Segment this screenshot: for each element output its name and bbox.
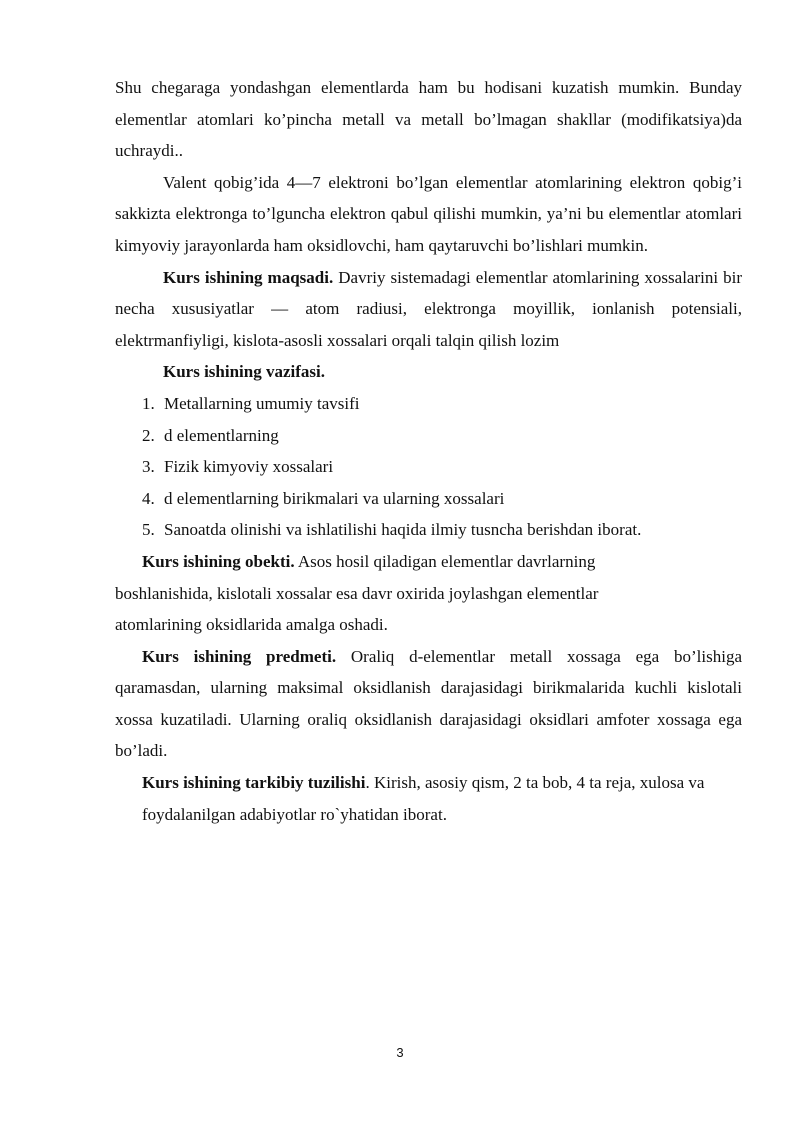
subject-text: Oraliq d-elementlar metall xossaga ega bo’lishiga qaramasdan, ularning maksimal oksidlanish darajasidagi birikmalarida kuchli kislotali xossa kuzatiladi. Ularning oraliq oksidlanish darajasidagi oksidlari amfoter xossaga ega bo’ladi.	[115, 646, 742, 761]
paragraph-intro: Shu chegaraga yondashgan elementlarda ham bu hodisani kuzatish mumkin. Bunday elementlar atomlari ko’pincha metall va metall bo’lmagan shakllar (modifikatsiya)da uchraydi..	[115, 78, 742, 161]
list-item	[115, 483, 742, 515]
list-item-text: d elementlarning birikmalari va ularning xossalari	[164, 488, 505, 508]
list-item	[115, 451, 742, 483]
structure-text: . Kirish, asosiy qism, 2 ta bob, 4 ta reja, xulosa va foydalanilgan adabiyotlar ro`yhatidan iborat.	[142, 773, 705, 824]
list-item-number: 1.	[142, 393, 155, 413]
list-item-text: Metallarning umumiy tavsifi	[164, 393, 360, 413]
list-item-text: d elementlarning	[164, 425, 279, 445]
list-item-number: 5.	[142, 520, 155, 540]
paragraph-structure	[115, 767, 742, 830]
list-item-number: 3.	[142, 457, 155, 477]
tasks-heading-text: Kurs ishining vazifasi.	[163, 362, 326, 382]
list-item-number: 2.	[142, 425, 155, 445]
list-item-text: Sanoatda olinishi va ishlatilishi haqida ilmiy tusncha berishdan iborat.	[164, 520, 642, 540]
tasks-heading	[115, 356, 742, 388]
subject-heading: Kurs ishining predmeti.	[142, 646, 337, 666]
list-item-text: Fizik kimyoviy xossalari	[164, 457, 334, 477]
object-heading: Kurs ishining obekti.	[142, 551, 295, 571]
paragraph-valent: Valent qobig’ida 4—7 elektroni bo’lgan elementlar atomlarining elektron qobig’i sakkizta elektronga to’lguncha elektron qabul qilishi mumkin, ya’ni bu elementlar atomlari kimyoviy jarayonlarda ham oksidlovchi, ham qaytaruvchi bo’lishlari mumkin.	[115, 172, 742, 255]
document-page	[115, 72, 742, 830]
list-item	[115, 514, 742, 546]
list-item-number: 4.	[142, 488, 155, 508]
object-text-line3: atomlarining oksidlarida amalga oshadi.	[115, 615, 388, 635]
list-item	[115, 420, 742, 452]
list-item	[115, 388, 742, 420]
paragraph-goal	[115, 262, 742, 357]
tasks-list	[115, 388, 742, 546]
structure-heading: Kurs ishining tarkibiy tuzilishi	[142, 773, 366, 793]
object-text-line1: Asos hosil qiladigan elementlar davrlarning	[294, 551, 596, 571]
paragraph-subject	[115, 641, 742, 767]
object-text-line2: boshlanishida, kislotali xossalar esa davr oxirida joylashgan elementlar	[115, 583, 599, 603]
goal-text: Davriy sistemadagi elementlar atomlarining xossalarini bir necha xususiyatlar — atom radiusi, elektronga moyillik, ionlanish potensiali, elektrmanfiyligi, kislota-asosli xossalari orqali talqin qilish lozim	[115, 267, 743, 350]
page-number: 3	[396, 1045, 404, 1060]
paragraph-object	[115, 546, 742, 578]
goal-heading: Kurs ishining maqsadi.	[163, 267, 334, 287]
